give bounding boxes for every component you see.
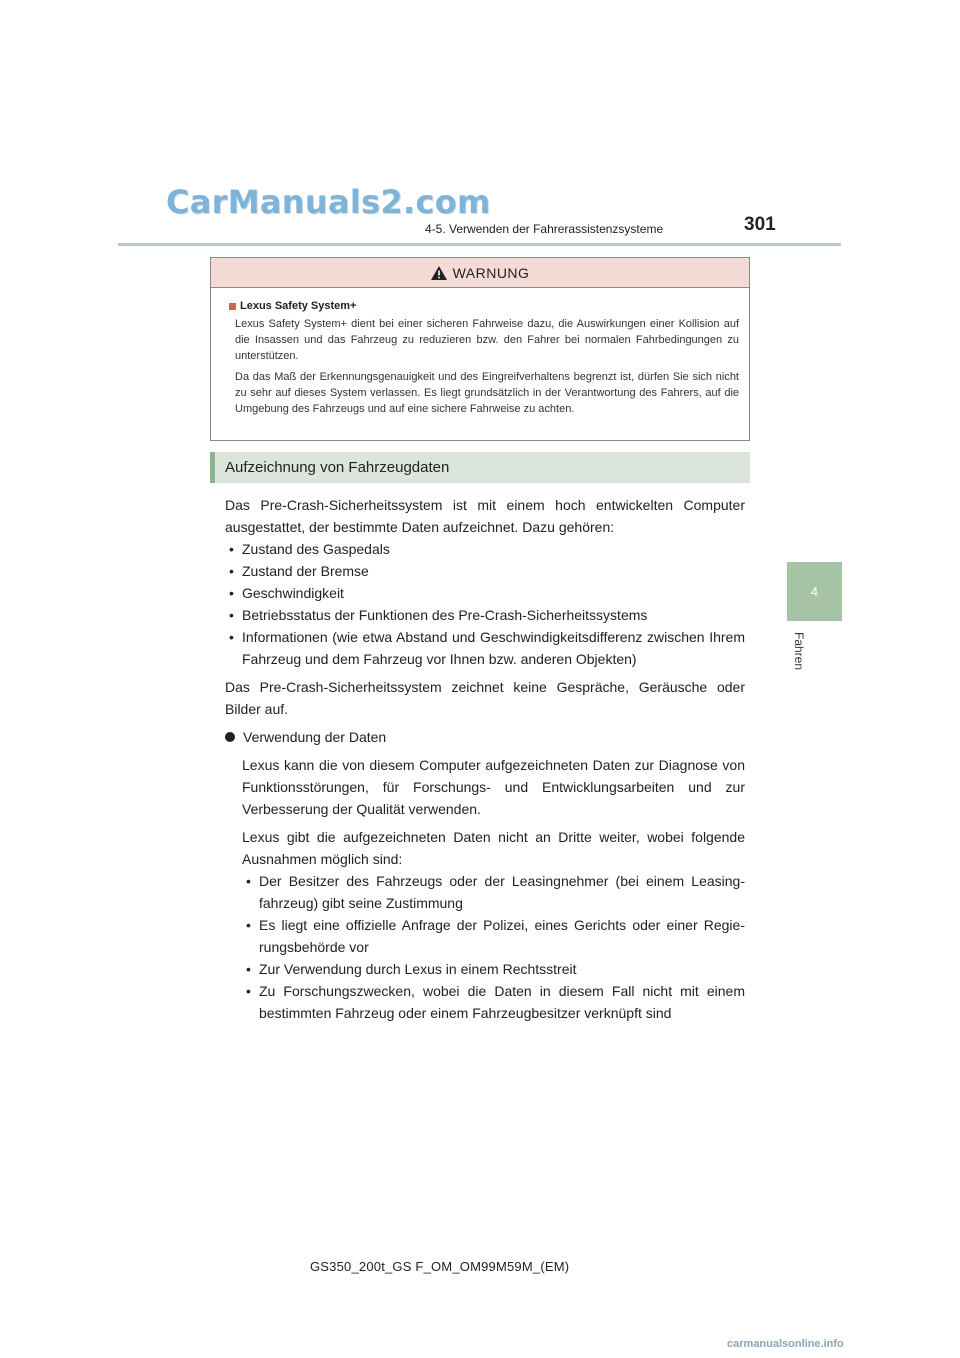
warning-item-heading xyxy=(229,300,739,312)
no-record-paragraph: Das Pre-Crash-Sicherheitssystem zeichnet keine Gespräche, Geräusche oder Bilder auf. xyxy=(225,679,745,717)
list-item-text: Geschwindigkeit xyxy=(242,585,344,601)
warning-item-title: Lexus Safety System+ xyxy=(240,300,357,312)
list-item-text: Zustand der Bremse xyxy=(242,563,369,579)
list-item xyxy=(242,870,745,914)
list-item xyxy=(242,914,745,958)
exceptions-list xyxy=(242,870,745,1024)
square-bullet-icon xyxy=(229,303,236,310)
list-item-text: Zur Verwendung durch Lexus in einem Rechtsstreit xyxy=(259,961,577,977)
section-heading-bar xyxy=(210,452,750,483)
sub-heading xyxy=(225,726,745,748)
warning-title: WARNUNG xyxy=(452,264,530,281)
circle-bullet-icon xyxy=(225,732,235,742)
bullet-dot: • xyxy=(229,607,234,623)
list-item xyxy=(225,604,745,626)
third-party-paragraph: Lexus gibt die aufgezeichneten Daten nicht an Dritte weiter, wobei folgende Ausnahmen möglich sind: xyxy=(242,829,745,867)
usage-paragraph: Lexus kann die von diesem Computer aufgezeichneten Daten zur Diagnose von Funktionsstörungen, für Forschungs- und Entwicklungsarbeiten und zur Verbesserung der Qualität verwenden. xyxy=(242,757,745,817)
warning-body xyxy=(211,288,749,417)
chapter-tab-label: Fahren xyxy=(792,632,806,671)
header-divider xyxy=(118,243,841,246)
sub-heading-text: Verwendung der Daten xyxy=(243,729,387,745)
list-item-text: Informationen (wie etwa Abstand und Geschwindigkeitsdifferenz zwischen Ihrem Fahrzeug und dem Fahrzeug vor Ihnen bzw. anderen Objekten) xyxy=(242,629,745,667)
recorded-data-list xyxy=(225,538,745,670)
list-item xyxy=(225,560,745,582)
warning-triangle-icon xyxy=(431,266,447,280)
page-number: 301 xyxy=(744,214,776,235)
intro-paragraph: Das Pre-Crash-Sicherheitssystem ist mit einem hoch entwickelten Computer ausgestattet, der bestimmte Daten aufzeichnet. Dazu gehören: xyxy=(225,497,745,535)
list-item xyxy=(225,538,745,560)
list-item-text: Betriebsstatus der Funktionen des Pre-Crash-Sicherheitssystems xyxy=(242,607,648,623)
watermark-bottom: carmanualsonline.info xyxy=(727,1338,844,1350)
bullet-dot: • xyxy=(229,585,234,601)
list-item xyxy=(242,958,745,980)
bullet-dot: • xyxy=(246,983,251,999)
list-item xyxy=(242,980,745,1024)
bullet-dot: • xyxy=(229,541,234,557)
list-item-text: Zustand des Gaspedals xyxy=(242,541,390,557)
warning-paragraph: Lexus Safety System+ dient bei einer sicheren Fahrweise dazu, die Auswirkungen einer Kollision auf die Insassen und das Fahrzeug zu reduzieren bzw. den Fahrer bei normalen Fahrbedingungen zu unterstützen. xyxy=(235,318,739,362)
warning-header xyxy=(211,258,749,288)
bullet-dot: • xyxy=(246,961,251,977)
warning-paragraph: Da das Maß der Erkennungsgenauigkeit und des Eingreifverhaltens begrenzt ist, dürfen Sie sich nicht zu sehr auf dieses System verlassen. Es liegt grundsätzlich in der Verantwortung des Fahrers, auf die Umgebung des Fahrzeugs und auf eine sichere Fahrweise zu achten. xyxy=(235,371,739,415)
section-content xyxy=(225,488,745,1024)
list-item xyxy=(225,626,745,670)
usage-block xyxy=(225,754,745,1024)
list-item xyxy=(225,582,745,604)
bullet-dot: • xyxy=(229,563,234,579)
document-code-footer: GS350_200t_GS F_OM_OM99M59M_(EM) xyxy=(310,1259,570,1274)
list-item-text: Es liegt eine offizielle Anfrage der Polizei, eines Gerichts oder einer Regie-rungsbehörde vor xyxy=(259,917,745,955)
chapter-title: 4-5. Verwenden der Fahrerassistenzsysteme xyxy=(425,222,664,236)
list-item-text: Der Besitzer des Fahrzeugs oder der Leasingnehmer (bei einem Leasing-fahrzeug) gibt seine Zustimmung xyxy=(259,873,745,911)
list-item-text: Zu Forschungszwecken, wobei die Daten in diesem Fall nicht mit einem bestimmten Fahrzeug oder einem Fahrzeugbesitzer verknüpft sind xyxy=(259,983,745,1021)
bullet-dot: • xyxy=(246,873,251,889)
section-title: Aufzeichnung von Fahrzeugdaten xyxy=(225,459,450,476)
bullet-dot: • xyxy=(246,917,251,933)
chapter-tab-number: 4 xyxy=(810,584,819,599)
bullet-dot: • xyxy=(229,629,234,645)
chapter-tab xyxy=(787,562,842,621)
watermark-logo-top: CarManuals2.com xyxy=(166,183,491,221)
warning-box xyxy=(210,257,750,441)
